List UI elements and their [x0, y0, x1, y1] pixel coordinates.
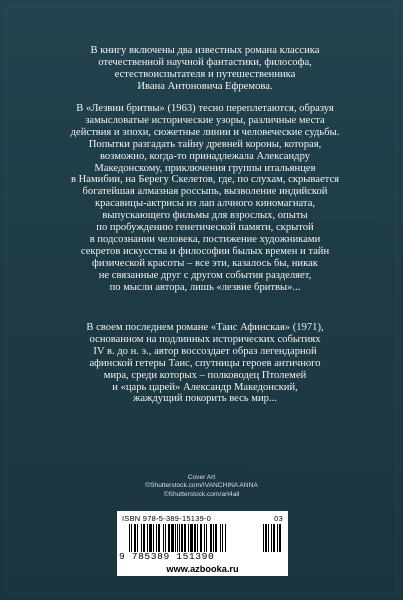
text-line: В своем последнем романе «Таис Афинская» (1971),	[86, 322, 324, 333]
barcode-bar	[271, 524, 272, 552]
barcode-bar	[129, 524, 130, 552]
barcode-bar	[210, 524, 212, 552]
barcode-bar	[184, 524, 186, 552]
barcode-bar	[134, 524, 136, 552]
barcode-bar	[265, 524, 267, 552]
text-line: богатейшая алмазная россыпь, вызволение индийской	[82, 186, 328, 198]
barcode-digits: 9 785389 151390	[119, 551, 215, 562]
text-line: выпускающего фильмы для взрослых, опыты	[102, 210, 308, 222]
barcode-bar	[197, 524, 198, 552]
credits-line: ©Shutterstock.com/art4all	[163, 490, 240, 498]
isbn-addon-number: 03	[274, 514, 283, 523]
text-line: секретов искусства и философии былых времен и тайн	[80, 245, 330, 257]
barcode-bar	[156, 524, 157, 552]
barcode-bar	[268, 524, 269, 552]
barcode-bar	[200, 524, 202, 552]
isbn-barcode	[117, 511, 288, 562]
credits-heading: Cover Art	[187, 474, 216, 481]
cover-frame	[6, 6, 397, 594]
text-line: В книгу включены два известных романа классика	[90, 45, 320, 56]
barcode-bar	[263, 524, 264, 552]
barcode-bar	[177, 524, 178, 552]
text-line: Ивана Антоновича Ефремова.	[137, 80, 273, 92]
barcode-bar	[279, 524, 281, 552]
text-line: по мысли автора, лишь «лезвие бритвы»...	[109, 281, 301, 293]
barcode-bar	[190, 524, 193, 552]
barcode-bar	[168, 524, 170, 552]
annotation-paragraph-3	[44, 322, 366, 405]
barcode-bars	[129, 524, 259, 552]
barcode-bar	[179, 524, 180, 552]
barcode-bar	[158, 524, 160, 552]
text-line: основанном на подлинных исторических событиях	[89, 333, 321, 345]
publisher-website[interactable]: www.azbooka.ru	[117, 562, 288, 576]
text-line: физической красоты – все эти, казалось бы, никак	[92, 257, 318, 269]
text-line: в подсознании человека, постижение художниками	[89, 233, 321, 245]
barcode-bar	[163, 524, 164, 552]
cover-art-credits	[0, 474, 403, 499]
text-line: IV в. до н. э., автор воссоздает образ легендарной	[93, 345, 317, 357]
barcode-bar	[277, 524, 278, 552]
barcode-bar	[206, 524, 207, 552]
text-line: в Намибии, на Берегу Скелетов, где, по слухам, скрывается	[70, 174, 340, 186]
isbn-number: ISBN 978-5-389-15139-0	[122, 514, 212, 523]
barcode-bar	[147, 524, 148, 552]
isbn-label-row	[122, 514, 283, 523]
annotation-paragraph-1	[44, 45, 366, 93]
annotation-paragraph-2	[44, 103, 366, 294]
text-line: Попытки разгадать тайну древней короны, которая,	[88, 138, 322, 150]
barcode-bar	[171, 524, 174, 552]
text-line: отечественной научной фантастики, философа,	[98, 56, 312, 68]
text-line: мира, среди которых – полководец Птолемей	[103, 369, 307, 381]
text-line: жаждущий покорить весь мир...	[133, 393, 277, 405]
text-line: действия и эпохи, сюжетные линии и человеческие судьбы.	[70, 126, 340, 138]
text-line: афинской гетеры Таис, спутницы героев античного	[89, 357, 321, 369]
barcode-bar	[165, 524, 166, 552]
barcode-bar	[188, 524, 189, 552]
barcode-bar	[141, 524, 142, 552]
text-line: не связанные друг с другом события разделяет,	[98, 269, 312, 281]
barcode-bar	[137, 524, 138, 552]
barcode-bar	[181, 524, 183, 552]
barcode-bar	[149, 524, 152, 552]
barcode-bar	[220, 524, 221, 552]
barcode-bar	[213, 524, 214, 552]
barcode-bar	[225, 524, 226, 552]
text-line: красавицы-актрисы из лап алчного киномагната,	[94, 198, 316, 210]
text-line: замысловатые исторические узоры, различные места	[85, 114, 325, 126]
barcode-addon-bars	[263, 524, 283, 552]
barcode-bar	[175, 524, 176, 552]
barcode-bar	[131, 524, 132, 552]
barcode-bar	[273, 524, 275, 552]
credits-line: ©Shutterstock.com/IVANCHINA ANNA	[145, 482, 258, 490]
barcode-bar	[215, 524, 217, 552]
barcode-bar	[153, 524, 154, 552]
text-line: В «Лезвии бритвы» (1963) тесно переплетаются, образуя	[76, 103, 334, 114]
text-line: возможно, когда-то принадлежала Александру	[99, 150, 311, 162]
text-line: и «царь царей» Александр Македонский,	[112, 381, 298, 393]
barcode-bar	[194, 524, 196, 552]
text-line: естествоиспытателя и путешественника	[114, 68, 296, 80]
barcode-bar	[143, 524, 145, 552]
text-line: по пробуждению генетической памяти, скрытой	[96, 222, 314, 234]
barcode-bar	[222, 524, 223, 552]
barcode-bar	[204, 524, 205, 552]
text-line: Македонскому, приключения группы итальянцев	[94, 162, 316, 174]
